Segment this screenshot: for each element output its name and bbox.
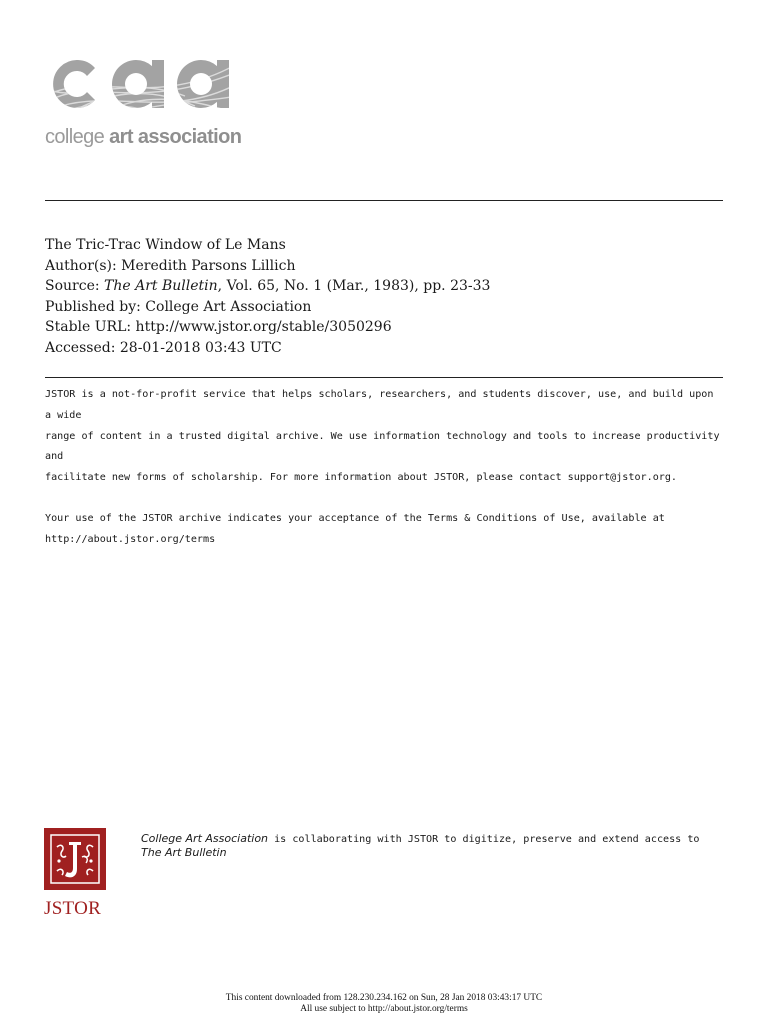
article-title: The Tric-Trac Window of Le Mans	[45, 237, 286, 253]
caa-wordmark	[45, 126, 241, 149]
about-line-2: range of content in a trusted digital archive. We use information technology and tools to increase productivity and	[45, 430, 720, 463]
middle-divider	[45, 377, 723, 378]
terms-line-1: Your use of the JSTOR archive indicates your acceptance of the Terms & Conditions of Use, available at	[45, 512, 665, 524]
caa-mark-icon	[45, 44, 237, 124]
published-label: Published by:	[45, 298, 141, 315]
stable-url-line	[45, 317, 490, 338]
about-jstor-paragraph	[45, 385, 725, 489]
accessed-date: 28-01-2018 03:43 UTC	[119, 339, 282, 356]
publisher-name: College Art Association	[145, 298, 312, 315]
author-name: Meredith Parsons Lillich	[121, 257, 296, 274]
jstor-wordmark: JSTOR	[44, 898, 102, 919]
download-footer	[0, 993, 768, 1015]
terms-link[interactable]: http://about.jstor.org/terms	[45, 533, 216, 545]
jstor-notice	[45, 385, 725, 551]
jstor-emblem-icon	[44, 828, 106, 890]
caa-wordmark-bold: art association	[109, 126, 242, 148]
collaboration-note	[141, 832, 731, 860]
accessed-line	[45, 338, 490, 359]
source-label: Source:	[45, 278, 100, 295]
about-line-3: facilitate new forms of scholarship. For more information about JSTOR, please contact support@jstor.org.	[45, 472, 678, 484]
accessed-label: Accessed:	[45, 339, 116, 356]
footer-line-1: This content downloaded from 128.230.234.162 on Sun, 28 Jan 2018 03:43:17 UTC	[225, 993, 543, 1003]
caa-wordmark-light: college	[45, 126, 105, 148]
caa-logo	[45, 44, 242, 152]
stable-url-link[interactable]: http://www.jstor.org/stable/3050296	[135, 319, 392, 336]
publisher-line	[45, 297, 490, 318]
collab-org: College Art Association	[141, 832, 269, 845]
collab-text: is collaborating with JSTOR to digitize, preserve and extend access to	[268, 834, 700, 845]
terms-paragraph	[45, 509, 725, 551]
about-line-1: JSTOR is a not-for-profit service that helps scholars, researchers, and students discover, use, and build upon a wide	[45, 389, 714, 421]
collab-journal: The Art Bulletin	[141, 846, 227, 859]
author-label: Author(s):	[45, 257, 117, 274]
source-line	[45, 276, 490, 297]
author-line	[45, 256, 490, 277]
source-journal: The Art Bulletin	[104, 278, 218, 295]
jstor-logo	[44, 828, 108, 920]
source-detail: , Vol. 65, No. 1 (Mar., 1983), pp. 23-33	[217, 278, 491, 295]
top-divider	[45, 200, 723, 201]
article-metadata	[45, 235, 490, 359]
footer-line-2: All use subject to http://about.jstor.org/terms	[300, 1004, 468, 1014]
stable-url-label: Stable URL:	[45, 319, 132, 336]
